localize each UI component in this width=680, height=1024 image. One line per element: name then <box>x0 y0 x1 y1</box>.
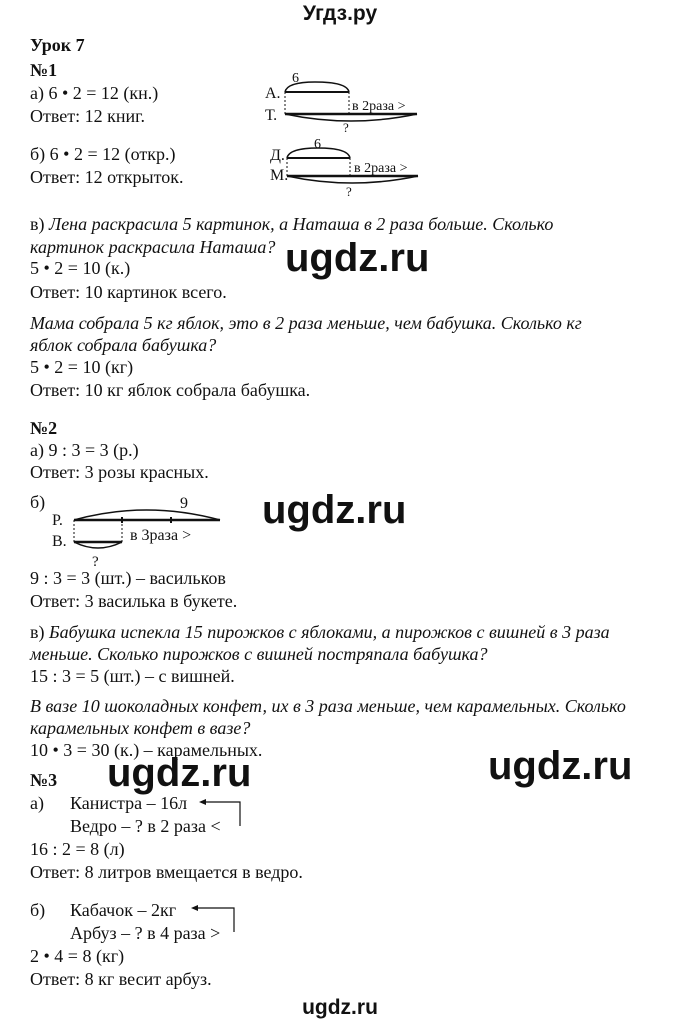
d-q: ? <box>346 184 352 199</box>
t1v-task2-line2: яблок собрала бабушка? <box>30 335 217 355</box>
d-q: ? <box>92 554 99 570</box>
t2v-equation: 15 : 3 = 5 (шт.) – с вишней. <box>30 666 235 686</box>
t3a-line2: Ведро – ? в 2 раза < <box>70 816 221 836</box>
t1b-answer: Ответ: 12 открыток. <box>30 167 184 187</box>
d-bot: М. <box>270 167 289 184</box>
t3b-arrow <box>190 902 240 936</box>
d-top: Р. <box>52 512 63 529</box>
t1a-diagram <box>265 70 425 132</box>
t3a-line1: Канистра – 16л <box>70 793 188 813</box>
watermark: ugdz.ru <box>285 236 430 280</box>
t2a-answer: Ответ: 3 розы красных. <box>30 462 209 482</box>
t1a-equation: а) 6 • 2 = 12 (кн.) <box>30 83 159 103</box>
t1v-task-line2: картинок раскрасила Наташа? <box>30 237 276 257</box>
t3b-equation: 2 • 4 = 8 (кг) <box>30 946 125 966</box>
d-rel: в 3раза > <box>130 527 192 544</box>
t1v-task-line1: в) Лена раскрасила 5 картинок, а Наташа в 2 раза больше. Сколько <box>30 214 554 234</box>
d-val: 6 <box>314 137 321 152</box>
t2v-equation2: 10 • 3 = 30 (к.) – карамельных. <box>30 740 263 760</box>
t3a-answer: Ответ: 8 литров вмещается в ведро. <box>30 862 303 882</box>
task-1-number: №1 <box>30 60 58 80</box>
d-top: А. <box>265 85 281 102</box>
t2b-diagram <box>50 490 240 570</box>
t3b-label: б) <box>30 900 46 920</box>
t2v-task-line1: в) Бабушка испекла 15 пирожков с яблоками, а пирожков с вишней в 3 раза <box>30 622 610 642</box>
t1a-answer: Ответ: 12 книг. <box>30 106 145 126</box>
d-val: 6 <box>292 71 299 86</box>
watermark: ugdz.ru <box>107 751 252 795</box>
footer-watermark: ugdz.ru <box>302 996 378 1019</box>
d-bot: Т. <box>265 107 278 124</box>
t1v-answer2: Ответ: 10 кг яблок собрала бабушка. <box>30 380 311 400</box>
t3a-label: а) <box>30 793 44 813</box>
t2b-label: б) <box>30 492 46 512</box>
lesson-title: Урок 7 <box>30 35 85 55</box>
t1v-answer: Ответ: 10 картинок всего. <box>30 282 227 302</box>
t2v-task2-line1: В вазе 10 шоколадных конфет, их в 3 раза меньше, чем карамельных. Сколько <box>30 696 626 716</box>
t1b-equation: б) 6 • 2 = 12 (откр.) <box>30 144 176 164</box>
d-top: Д. <box>270 147 285 164</box>
t2b-answer: Ответ: 3 василька в букете. <box>30 591 238 611</box>
d-q: ? <box>343 120 349 132</box>
t3b-answer: Ответ: 8 кг весит арбуз. <box>30 969 212 989</box>
watermark: ugdz.ru <box>262 488 407 532</box>
t2v-task-line2: меньше. Сколько пирожков с вишней постряпала бабушка? <box>30 644 488 664</box>
t1v-equation: 5 • 2 = 10 (к.) <box>30 258 131 278</box>
t2a-equation: а) 9 : 3 = 3 (р.) <box>30 440 139 460</box>
t2b-equation: 9 : 3 = 3 (шт.) – васильков <box>30 568 226 588</box>
task-2-number: №2 <box>30 418 58 438</box>
d-rel: в 2раза > <box>352 99 406 114</box>
t1v-task2-line1: Мама собрала 5 кг яблок, это в 2 раза меньше, чем бабушка. Сколько кг <box>30 313 582 333</box>
d-val: 9 <box>180 495 188 512</box>
t1b-diagram <box>270 134 430 200</box>
d-bot: В. <box>52 533 67 550</box>
d-rel: в 2раза > <box>354 161 408 176</box>
t3a-arrow <box>198 796 248 830</box>
t3a-equation: 16 : 2 = 8 (л) <box>30 839 125 859</box>
watermark: ugdz.ru <box>488 744 633 788</box>
task-3-number: №3 <box>30 770 58 790</box>
t3b-line2: Арбуз – ? в 4 раза > <box>70 923 221 943</box>
site-title: Угдз.ру <box>302 2 378 25</box>
t1v-equation2: 5 • 2 = 10 (кг) <box>30 357 134 377</box>
t3b-line1: Кабачок – 2кг <box>70 900 177 920</box>
t2v-task2-line2: карамельных конфет в вазе? <box>30 718 251 738</box>
